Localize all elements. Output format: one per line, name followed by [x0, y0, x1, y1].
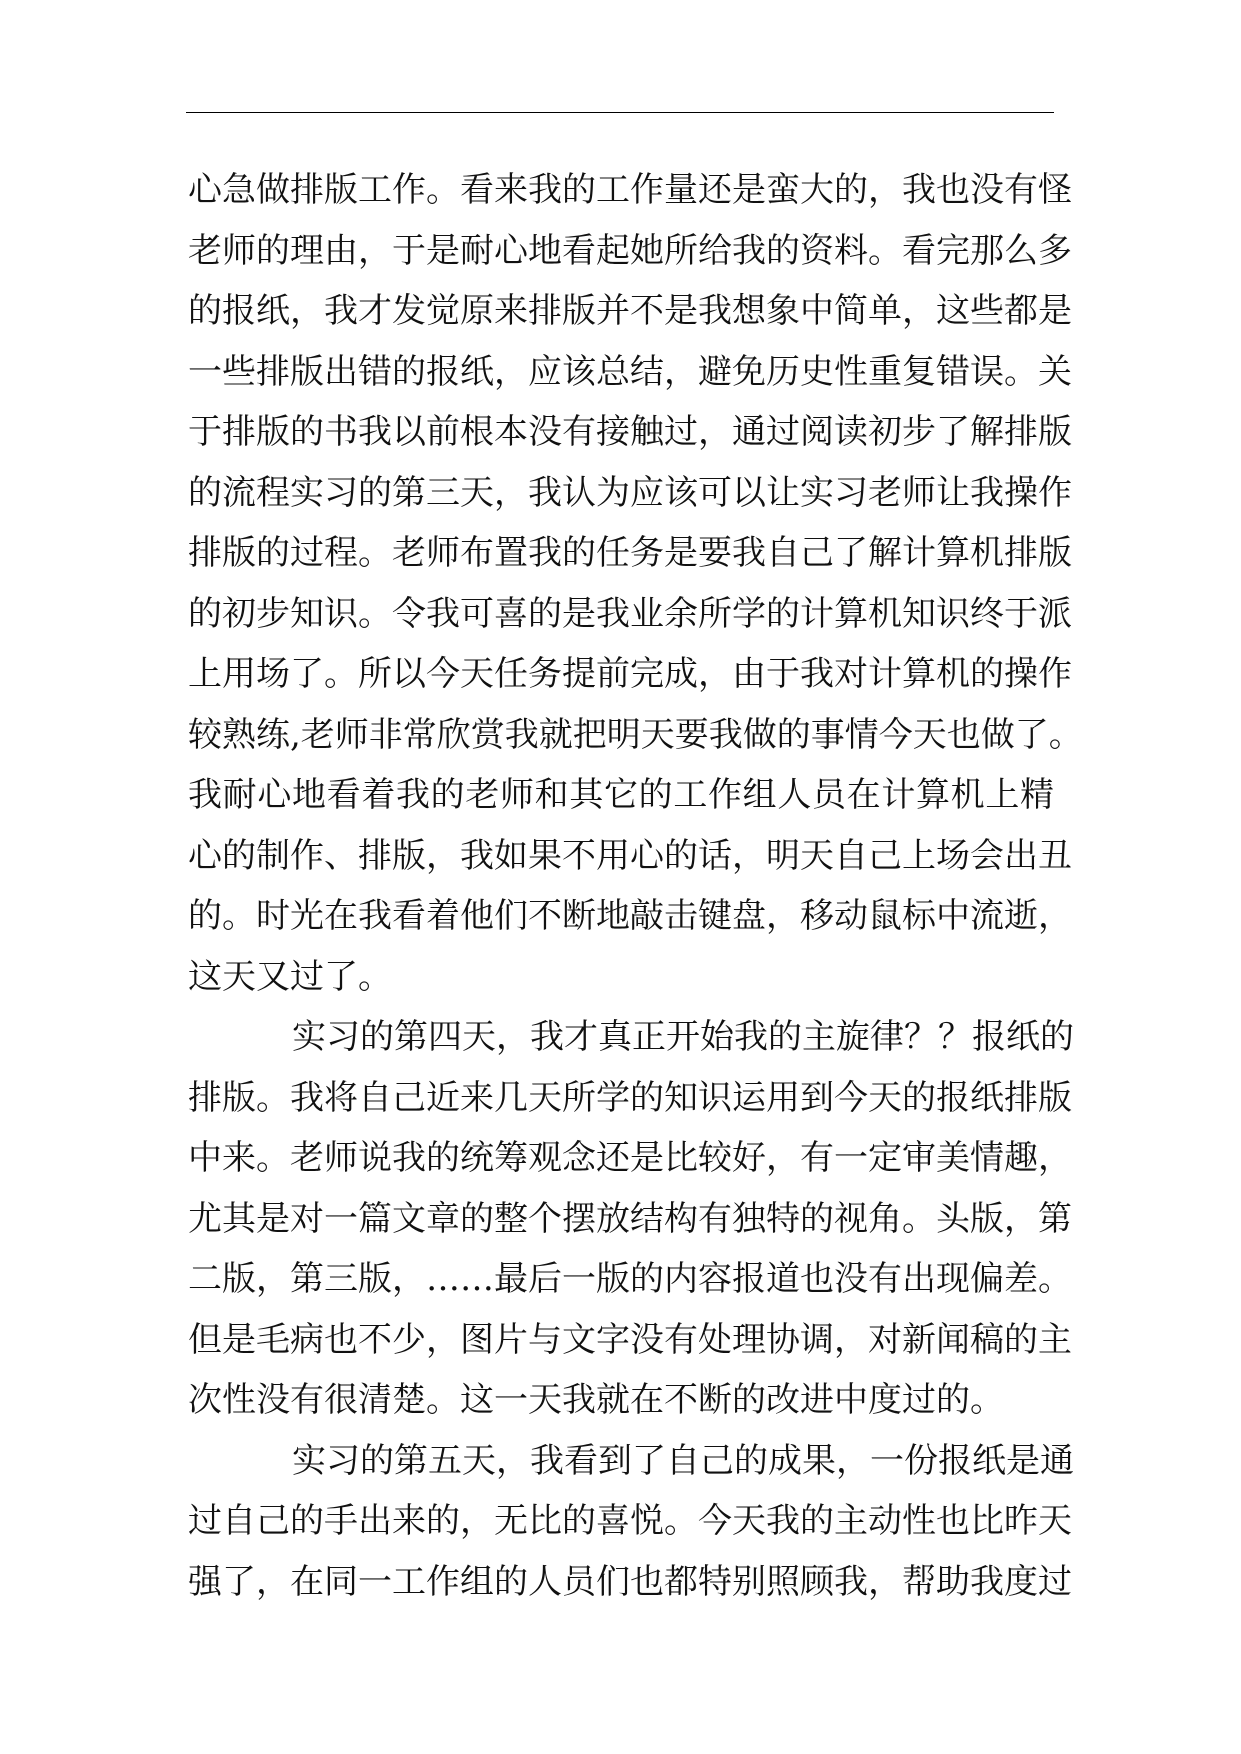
text-line: 过自己的手出来的，无比的喜悦。今天我的主动性也比昨天	[188, 1501, 1072, 1541]
text-line: 排版的过程。老师布置我的任务是要我自己了解计算机排版	[188, 533, 1072, 573]
text-line: 这天又过了。	[188, 956, 392, 997]
text-line: 老师的理由，于是耐心地看起她所给我的资料。看完那么多	[188, 230, 1072, 271]
paragraph	[188, 1431, 1074, 1613]
text-line: 强了，在同一工作组的人员们也都特别照顾我，帮助我度过	[188, 1561, 1072, 1602]
text-line: 的。时光在我看着他们不断地敲击键盘，移动鼠标中流逝，	[188, 896, 1072, 936]
document-body	[188, 160, 1083, 1612]
text-line: 二版，第三版，……最后一版的内容报道也没有出现偏差。	[188, 1259, 1072, 1299]
text-line: 于排版的书我以前根本没有接触过，通过阅读初步了解排版	[188, 412, 1072, 452]
text-line: 的报纸，我才发觉原来排版并不是我想象中简单，这些都是	[188, 291, 1072, 331]
text-line: 的流程实习的第三天，我认为应该可以让实习老师让我操作	[188, 472, 1072, 513]
text-line: 尤其是对一篇文章的整个摆放结构有独特的视角。头版，第	[188, 1198, 1072, 1239]
text-line: 心急做排版工作。看来我的工作量还是蛮大的，我也没有怪	[188, 170, 1072, 210]
text-line: 一些排版出错的报纸，应该总结，避免历史性重复错误。关	[188, 351, 1072, 392]
paragraph	[188, 1007, 1074, 1431]
header-rule	[186, 112, 1054, 113]
text-line: 上用场了。所以今天任务提前完成，由于我对计算机的操作	[188, 654, 1072, 694]
text-line: 次性没有很清楚。这一天我就在不断的改进中度过的。	[188, 1380, 1004, 1420]
text-line: 排版。我将自己近来几天所学的知识运用到今天的报纸排版	[188, 1077, 1072, 1118]
text-line: 实习的第四天，我才真正开始我的主旋律？？报纸的	[292, 1017, 1074, 1057]
text-line: 的初步知识。令我可喜的是我业余所学的计算机知识终于派	[188, 593, 1072, 634]
text-line: 心的制作、排版，我如果不用心的话，明天自己上场会出丑	[188, 835, 1072, 876]
paragraph	[188, 160, 1083, 1007]
text-line: 中来。老师说我的统筹观念还是比较好，有一定审美情趣，	[188, 1138, 1072, 1178]
text-line: 但是毛病也不少，图片与文字没有处理协调，对新闻稿的主	[188, 1319, 1072, 1360]
text-line: 实习的第五天，我看到了自己的成果，一份报纸是通	[292, 1440, 1074, 1481]
text-line: 我耐心地看着我的老师和其它的工作组人员在计算机上精	[188, 775, 1054, 815]
text-line: 较熟练,老师非常欣赏我就把明天要我做的事情今天也做了。	[188, 714, 1083, 755]
